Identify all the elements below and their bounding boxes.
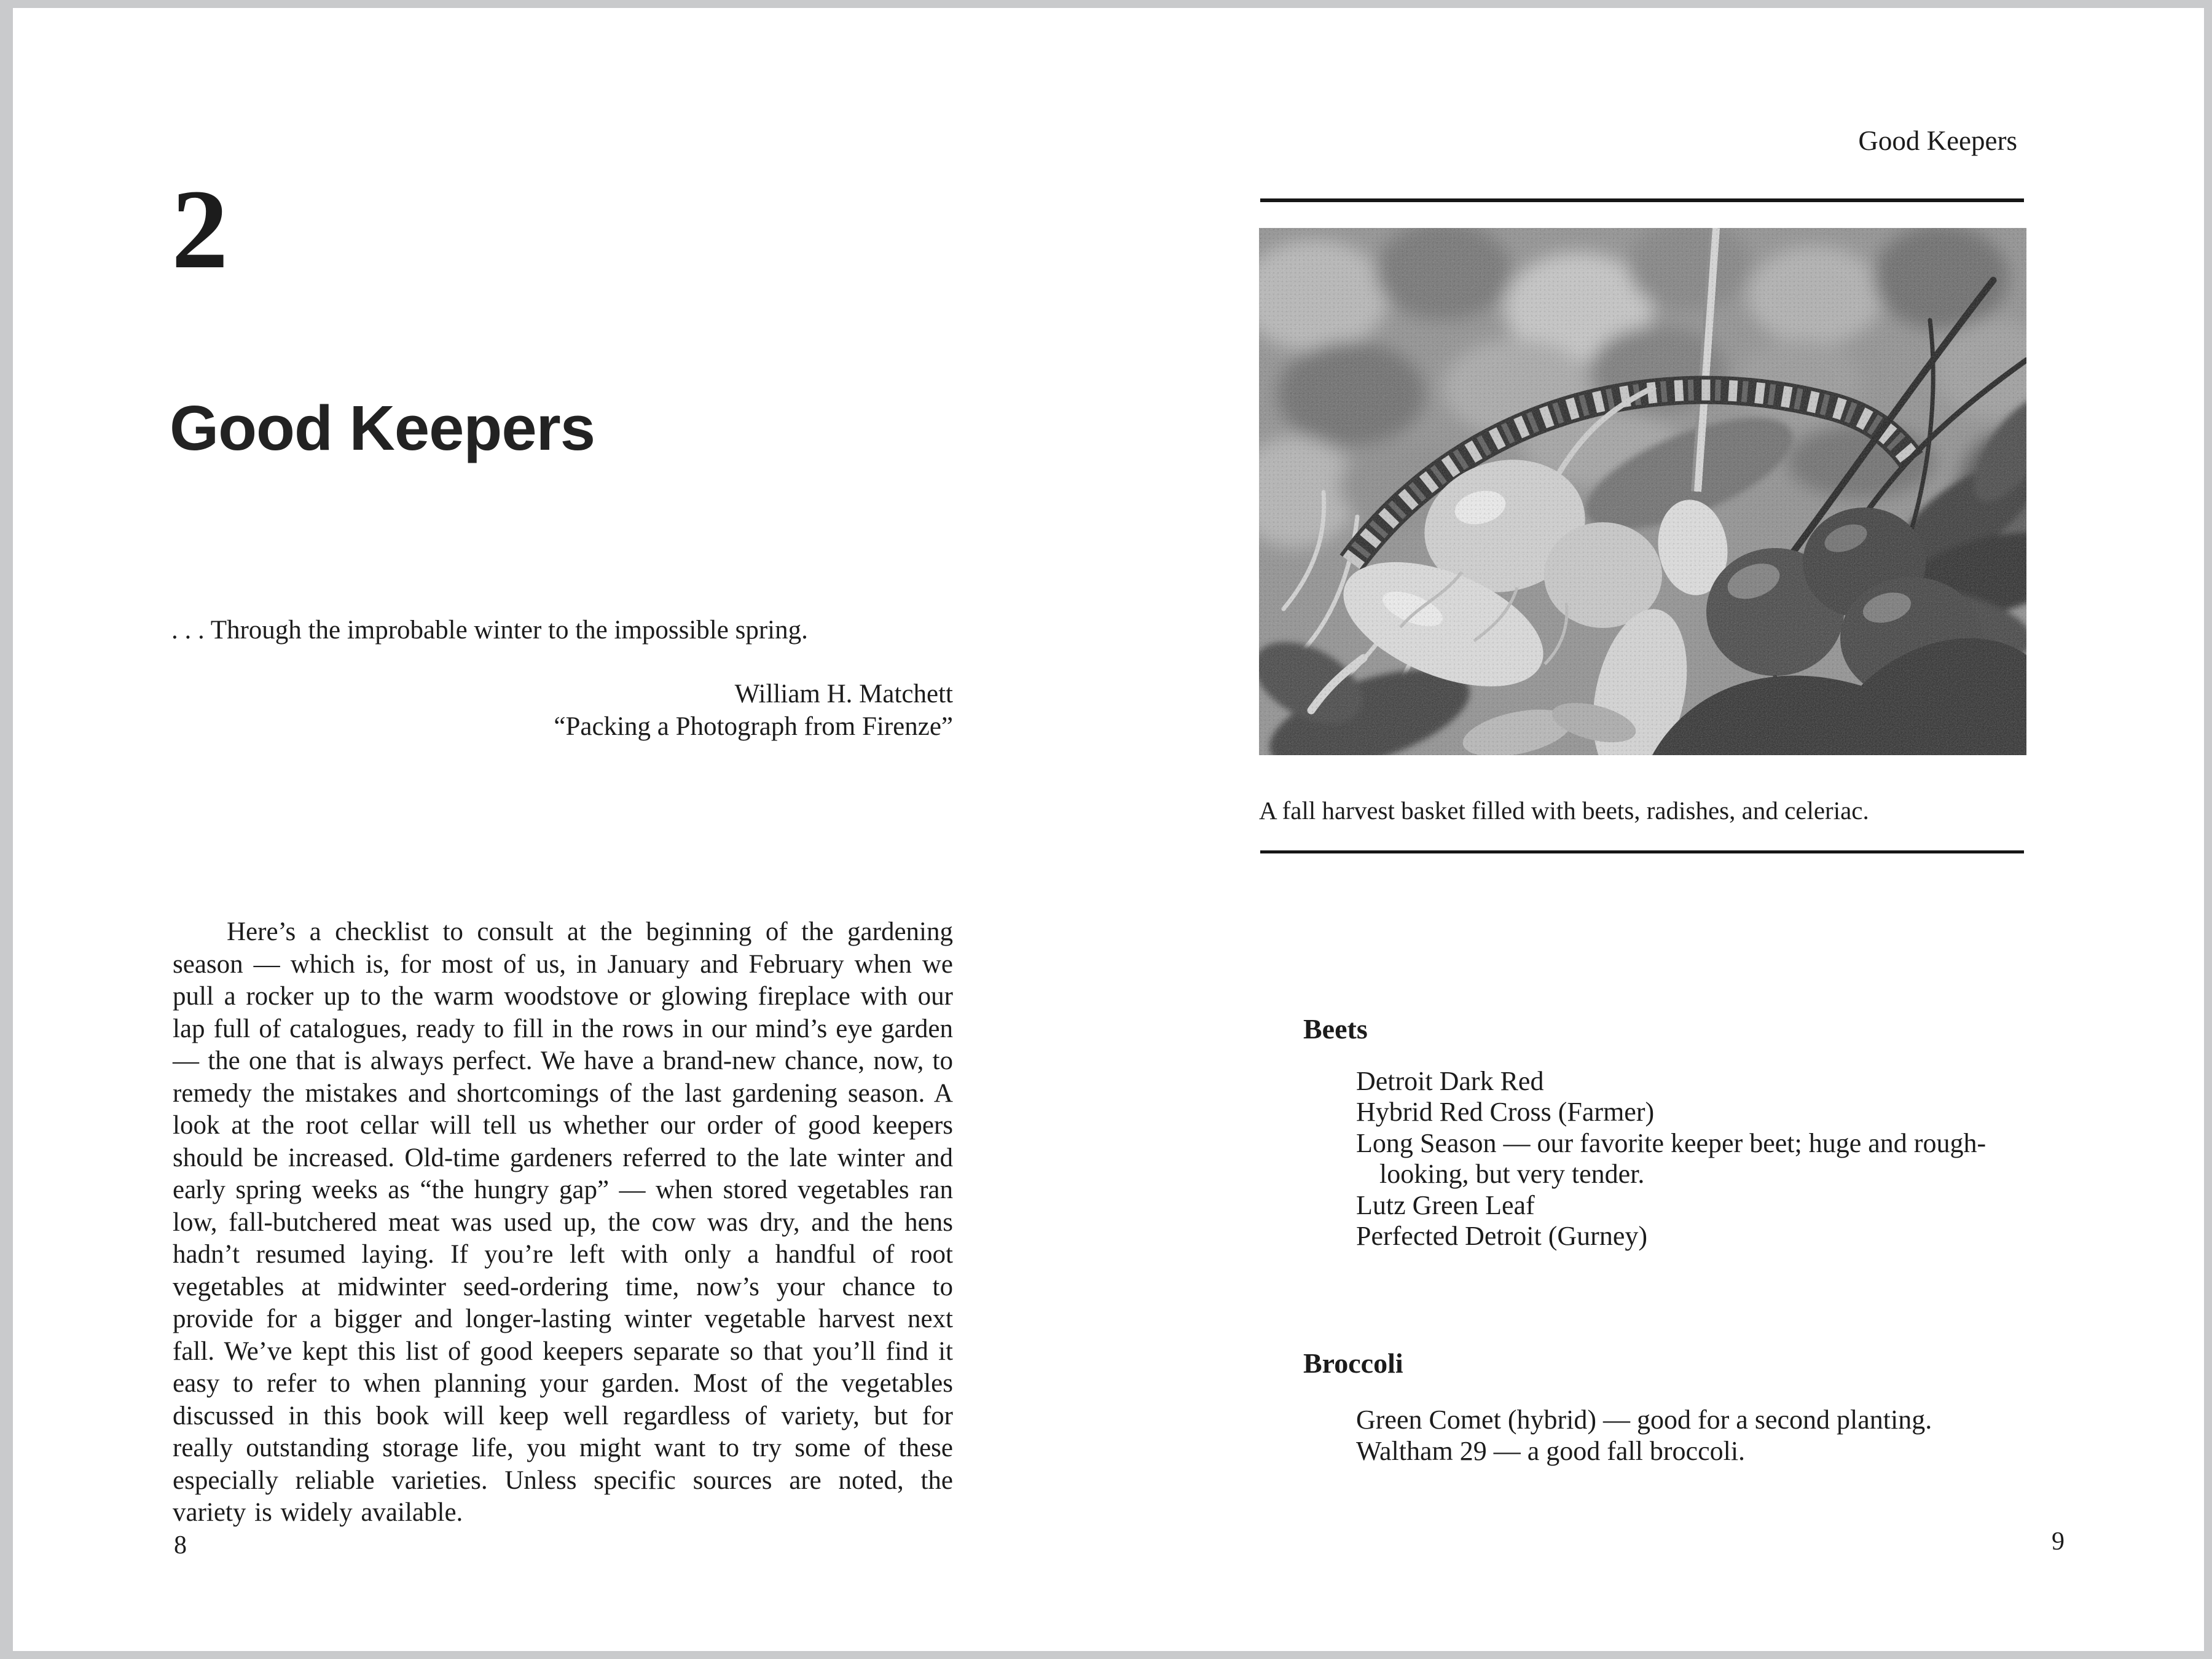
variety-item <box>1356 1128 2102 1190</box>
variety-item <box>1356 1435 2102 1467</box>
variety-list <box>1356 1404 2102 1467</box>
bottom-rule <box>1260 850 2024 853</box>
variety-item <box>1356 1066 2102 1097</box>
variety-item-line: Long Season — our favorite keeper beet; huge and rough- <box>1356 1128 1986 1158</box>
epigraph-attribution <box>171 678 953 743</box>
epigraph: . . . Through the improbable winter to the impossible spring. <box>171 616 808 645</box>
page-number-right: 9 <box>2052 1528 2065 1556</box>
variety-section <box>1303 1013 2102 1252</box>
variety-item-line: Detroit Dark Red <box>1356 1066 1544 1096</box>
body-paragraph: Here’s a checklist to consult at the beginning of the gardening season — which is, for most of us, in January and February when we pull a rocker up to the warm woodstove or glowing fireplace with our lap full of catalogues, ready to fill in the rows in our mind’s eye garden — the one that is always perfect. We have a brand-new chance, now, to remedy the mistakes and shortcomings of the last gardening season. A look at the root cellar will tell us whether our order of good keepers should be increased. Old-time gardeners referred to the late winter and early spring weeks as “the hungry gap” — when stored vegetables ran low, fall-butchered meat was used up, the cow was dry, and the hens hadn’t resumed laying. If you’re left with only a handful of root vegetables at midwinter seed-ordering time, now’s your chance to provide for a bigger and longer-lasting winter vegetable harvest next fall. We’ve kept this list of good keepers separate so that you’ll find it easy to refer to when planning your garden. Most of the vegetables discussed in this book will keep well regardless of variety, but for really outstanding storage life, you might want to try some of these especially reliable varieties. Unless specific sources are noted, the variety is widely available. <box>173 917 953 1527</box>
photo-caption: A fall harvest basket filled with beets, radishes, and celeriac. <box>1259 796 1869 825</box>
variety-list <box>1356 1066 2102 1252</box>
variety-item-line: Lutz Green Leaf <box>1356 1190 1535 1220</box>
variety-item-line: looking, but very tender. <box>1379 1159 1645 1190</box>
chapter-number: 2 <box>171 167 230 292</box>
attribution-author: William H. Matchett <box>734 680 953 708</box>
variety-section <box>1303 1347 2102 1467</box>
variety-item <box>1356 1097 2102 1128</box>
top-rule <box>1260 198 2024 202</box>
variety-sections <box>1303 1013 2102 1467</box>
variety-item <box>1356 1190 2102 1221</box>
halftone-dots <box>1259 228 2026 755</box>
open-book-pages <box>13 8 2204 1651</box>
chapter-title: Good Keepers <box>170 393 595 463</box>
attribution-work: “Packing a Photograph from Firenze” <box>554 712 953 741</box>
harvest-basket-photo-art <box>1259 228 2026 755</box>
harvest-basket-photo <box>1259 228 2026 755</box>
section-heading: Broccoli <box>1303 1347 1403 1379</box>
variety-item <box>1356 1221 2102 1252</box>
variety-item <box>1356 1404 2102 1435</box>
variety-item-line: Waltham 29 — a good fall broccoli. <box>1356 1436 1746 1467</box>
variety-item-line: Perfected Detroit (Gurney) <box>1356 1221 1648 1252</box>
running-head: Good Keepers <box>1858 125 2017 156</box>
variety-item-line: Green Comet (hybrid) — good for a second planting. <box>1356 1405 1932 1435</box>
page-number-left: 8 <box>174 1531 187 1559</box>
variety-item-line: Hybrid Red Cross (Farmer) <box>1356 1097 1655 1128</box>
section-heading: Beets <box>1303 1013 1368 1045</box>
